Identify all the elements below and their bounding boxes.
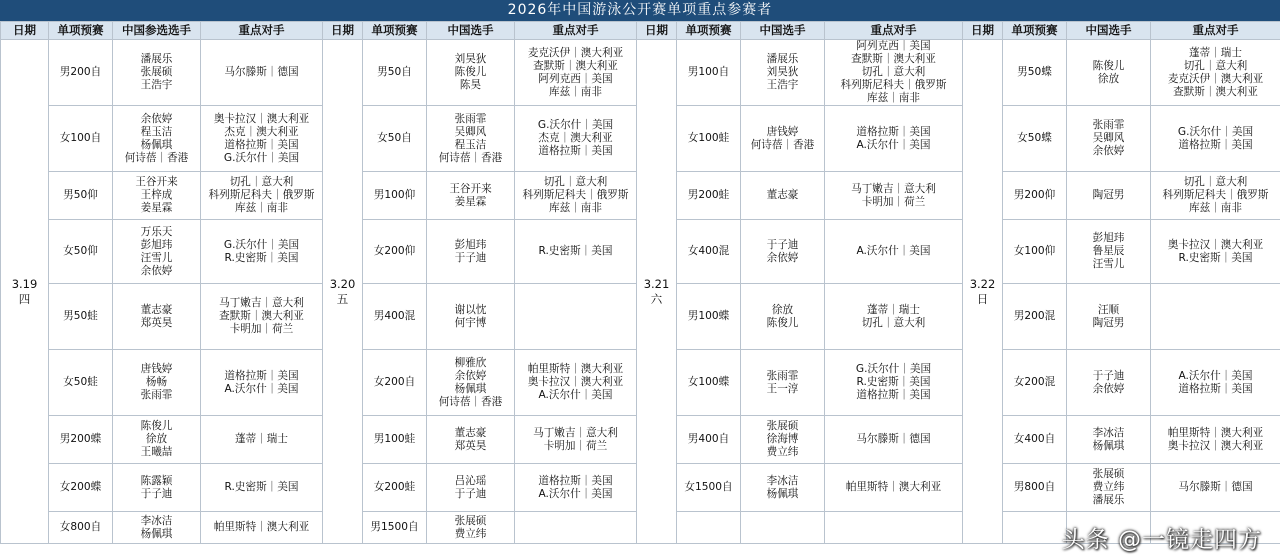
date-cell — [1, 40, 49, 544]
cell-line: R.史密斯｜美国 — [1178, 251, 1253, 264]
date-text: 3.21 — [643, 276, 670, 291]
date-text: 3.22 — [969, 276, 996, 291]
chinese-athletes-cell — [741, 172, 825, 220]
cell-line: 张雨霏 — [766, 369, 799, 382]
rivals-cell — [201, 220, 323, 284]
chinese-athletes-cell — [741, 512, 825, 544]
cell-line: 奥卡拉汉｜澳大利亚 — [527, 376, 624, 388]
event-cell: 女200蝶 — [49, 464, 113, 512]
rivals-cell — [515, 172, 637, 220]
chinese-athletes-cell — [113, 416, 201, 464]
cell-line: 马丁嫩吉｜意大利 — [219, 297, 304, 309]
cell-line: G.沃尔什｜美国 — [223, 151, 300, 164]
cell-line: 潘展乐 — [140, 53, 173, 65]
rivals-cell — [201, 512, 323, 544]
cell-line: 道格拉斯｜美国 — [224, 138, 299, 151]
cell-line: 汪雪儿 — [1092, 258, 1125, 270]
watermark: 头条 @一镜走四方 — [1061, 527, 1262, 553]
cell-line: 徐海博 — [766, 433, 799, 445]
weekday-text: 六 — [650, 291, 663, 306]
cell-line: 徐放 — [145, 433, 168, 445]
cell-line: 科列斯尼科夫｜俄罗斯 — [208, 189, 315, 201]
chinese-athletes-cell — [427, 220, 515, 284]
cell-line: 库兹｜南非 — [1189, 202, 1242, 214]
chinese-athletes-cell — [113, 172, 201, 220]
cell-line: 道格拉斯｜美国 — [538, 474, 613, 487]
cell-line: 彭旭玮 — [1092, 232, 1125, 244]
cell-line: 切孔｜意大利 — [1183, 59, 1248, 72]
cell-line: 马尔滕斯｜德国 — [224, 66, 299, 78]
cell-line: 卡明加｜荷兰 — [543, 439, 608, 452]
table-title: 2026年中国游泳公开赛单项重点参赛者 — [0, 0, 1280, 21]
event-cell: 女200蛙 — [363, 464, 427, 512]
cell-line: 麦克沃伊｜澳大利亚 — [1167, 72, 1264, 85]
event-cell: 男50蛙 — [49, 284, 113, 350]
cell-line: 何诗蓓｜香港 — [750, 138, 815, 151]
cell-line: 帕里斯特｜澳大利亚 — [1167, 426, 1264, 439]
cell-line: 马尔滕斯｜德国 — [856, 433, 931, 445]
cell-line: 陈昊 — [459, 79, 482, 91]
cell-line: A.沃尔什｜美国 — [856, 245, 931, 257]
rivals-cell — [201, 350, 323, 416]
cell-line: 张展硕 — [454, 514, 487, 527]
event-cell: 男200蝶 — [49, 416, 113, 464]
event-cell — [677, 512, 741, 544]
cell-line: 郑英昊 — [140, 316, 173, 329]
cell-line: 李冰洁 — [766, 474, 799, 487]
cell-line: 彭旭玮 — [140, 238, 173, 251]
cell-line: 王梓成 — [140, 189, 173, 201]
chinese-athletes-cell — [427, 512, 515, 544]
cell-line: 杨佩琪 — [766, 487, 799, 500]
cell-line: 卡明加｜荷兰 — [861, 195, 926, 208]
rivals-cell — [1151, 220, 1280, 284]
event-cell: 女100蝶 — [677, 350, 741, 416]
event-cell: 男200蛙 — [677, 172, 741, 220]
cell-line: 道格拉斯｜美国 — [538, 145, 613, 157]
cell-line: 科列斯尼科夫｜俄罗斯 — [1162, 189, 1269, 201]
chinese-athletes-cell — [113, 220, 201, 284]
rivals-cell — [1151, 416, 1280, 464]
rivals-cell — [825, 40, 963, 106]
cell-line: 查默斯｜澳大利亚 — [1173, 85, 1258, 98]
cell-line: 姜星霖 — [140, 202, 173, 214]
chinese-athletes-cell — [427, 464, 515, 512]
cell-line: 姜星霖 — [454, 195, 487, 208]
date-text: 3.20 — [329, 276, 356, 291]
cell-line: 唐钱婷 — [766, 125, 799, 138]
event-cell: 女50仰 — [49, 220, 113, 284]
event-cell: 男1500自 — [363, 512, 427, 544]
cell-line: 张展硕 — [140, 66, 173, 78]
column-header: 中国选手 — [427, 22, 515, 40]
cell-line: 陈俊儿 — [1092, 59, 1125, 72]
cell-line: 于子迪 — [140, 487, 173, 500]
cell-line: 马丁嫩吉｜意大利 — [851, 182, 936, 195]
cell-line: 刘昊狄 — [454, 53, 487, 65]
rivals-cell — [825, 464, 963, 512]
cell-line: 鲁星辰 — [1092, 245, 1125, 257]
cell-line: 科列斯尼科夫｜俄罗斯 — [840, 79, 947, 91]
rivals-cell — [201, 416, 323, 464]
chinese-athletes-cell — [741, 220, 825, 284]
cell-line: 陶冠男 — [1092, 316, 1125, 329]
cell-line: 道格拉斯｜美国 — [856, 125, 931, 138]
chinese-athletes-cell — [741, 284, 825, 350]
cell-line: 阿列克西｜美国 — [538, 72, 613, 85]
rivals-cell — [515, 416, 637, 464]
rivals-cell — [825, 512, 963, 544]
cell-line: R.史密斯｜美国 — [856, 376, 931, 388]
chinese-athletes-cell — [427, 172, 515, 220]
cell-line: R.史密斯｜美国 — [224, 481, 299, 493]
column-header: 日期 — [963, 22, 1003, 40]
cell-line: 费立纬 — [454, 527, 487, 540]
cell-line: 吴卿风 — [454, 125, 487, 138]
table-row — [1, 40, 1280, 106]
cell-line: 于子迪 — [454, 251, 487, 264]
event-cell: 女100自 — [49, 106, 113, 172]
cell-line: 于子迪 — [454, 487, 487, 500]
cell-line: 程玉洁 — [454, 138, 487, 151]
cell-line: 库兹｜南非 — [549, 202, 602, 214]
event-cell: 男100仰 — [363, 172, 427, 220]
cell-line: 科列斯尼科夫｜俄罗斯 — [522, 189, 629, 201]
column-header: 重点对手 — [515, 22, 637, 40]
rivals-cell — [825, 350, 963, 416]
event-cell: 女200混 — [1003, 350, 1067, 416]
chinese-athletes-cell — [113, 512, 201, 544]
event-cell: 女800自 — [49, 512, 113, 544]
chinese-athletes-cell — [741, 106, 825, 172]
cell-line: 王曦喆 — [140, 446, 173, 458]
cell-line: 余依婷 — [1092, 382, 1125, 395]
column-header: 重点对手 — [201, 22, 323, 40]
rivals-cell — [825, 106, 963, 172]
chinese-athletes-cell — [1067, 416, 1151, 464]
chinese-athletes-cell — [1067, 220, 1151, 284]
table-body — [1, 40, 1280, 544]
cell-line: 何宇博 — [454, 316, 487, 329]
cell-line: 查默斯｜澳大利亚 — [533, 59, 618, 72]
cell-line: 何诗蓓｜香港 — [438, 151, 503, 164]
event-cell: 女200自 — [363, 350, 427, 416]
column-header: 日期 — [323, 22, 363, 40]
rivals-cell — [825, 416, 963, 464]
cell-line: 奥卡拉汉｜澳大利亚 — [1167, 439, 1264, 452]
event-cell: 女50蝶 — [1003, 106, 1067, 172]
event-cell: 女50自 — [363, 106, 427, 172]
date-text: 3.19 — [11, 276, 38, 291]
cell-line: G.沃尔什｜美国 — [855, 363, 932, 375]
cell-line: 切孔｜意大利 — [543, 176, 608, 188]
cell-line: 董志豪 — [454, 426, 487, 439]
cell-line: 道格拉斯｜美国 — [1178, 138, 1253, 151]
event-cell: 男200自 — [49, 40, 113, 106]
chinese-athletes-cell — [1067, 106, 1151, 172]
cell-line: R.史密斯｜美国 — [538, 245, 613, 257]
cell-line: 杨佩琪 — [1092, 439, 1125, 452]
cell-line: 阿列克西｜美国 — [856, 40, 931, 52]
event-cell — [1003, 512, 1067, 544]
cell-line: 费立纬 — [1092, 481, 1125, 493]
event-cell: 男100自 — [677, 40, 741, 106]
event-cell: 男50自 — [363, 40, 427, 106]
cell-line: 帕里斯特｜澳大利亚 — [213, 521, 310, 533]
cell-line: 吴卿风 — [1092, 132, 1125, 144]
cell-line: 徐放 — [1097, 72, 1120, 85]
weekday-text: 五 — [336, 291, 349, 306]
cell-line: 刘昊狄 — [766, 66, 799, 78]
chinese-athletes-cell — [113, 40, 201, 106]
rivals-cell — [515, 284, 637, 350]
cell-line: 谢以忱 — [454, 303, 487, 316]
cell-line: 王浩宇 — [766, 79, 799, 91]
rivals-cell — [1151, 40, 1280, 106]
cell-line: A.沃尔什｜美国 — [856, 138, 931, 151]
event-cell: 男800自 — [1003, 464, 1067, 512]
cell-line: 陈俊儿 — [454, 66, 487, 78]
cell-line: 帕里斯特｜澳大利亚 — [527, 363, 624, 375]
cell-line: G.沃尔什｜美国 — [537, 119, 614, 131]
cell-line: 陈俊儿 — [766, 316, 799, 329]
rivals-cell — [201, 172, 323, 220]
chinese-athletes-cell — [427, 40, 515, 106]
rivals-cell — [515, 220, 637, 284]
cell-line: 陶冠男 — [1092, 189, 1125, 201]
chinese-athletes-cell — [427, 284, 515, 350]
rivals-cell — [201, 284, 323, 350]
date-cell — [637, 40, 677, 544]
cell-line: 余依婷 — [454, 369, 487, 382]
cell-line: 蓬蒂｜瑞士 — [1189, 46, 1242, 59]
chinese-athletes-cell — [113, 464, 201, 512]
chinese-athletes-cell — [741, 464, 825, 512]
cell-line: R.史密斯｜美国 — [224, 251, 299, 264]
rivals-cell — [825, 220, 963, 284]
cell-line: 蓬蒂｜瑞士 — [235, 433, 288, 445]
cell-line: 麦克沃伊｜澳大利亚 — [527, 46, 624, 59]
cell-line: 费立纬 — [766, 446, 799, 458]
cell-line: 万乐天 — [140, 225, 173, 238]
cell-line: 杨佩琪 — [140, 527, 173, 540]
event-cell: 男50蝶 — [1003, 40, 1067, 106]
column-header: 单项预赛 — [363, 22, 427, 40]
rivals-cell — [201, 464, 323, 512]
schedule-table — [0, 21, 1280, 544]
event-cell: 男400自 — [677, 416, 741, 464]
chinese-athletes-cell — [741, 350, 825, 416]
event-cell: 女100蛙 — [677, 106, 741, 172]
event-cell: 女50蛙 — [49, 350, 113, 416]
cell-line: 于子迪 — [766, 238, 799, 251]
rivals-cell — [515, 40, 637, 106]
cell-line: 余依婷 — [1092, 145, 1125, 157]
rivals-cell — [515, 512, 637, 544]
cell-line: 陈俊儿 — [140, 420, 173, 432]
cell-line: 李冰洁 — [1092, 426, 1125, 439]
chinese-athletes-cell — [427, 106, 515, 172]
column-header: 日期 — [637, 22, 677, 40]
chinese-athletes-cell — [1067, 40, 1151, 106]
cell-line: 汪雪儿 — [140, 251, 173, 264]
chinese-athletes-cell — [427, 350, 515, 416]
cell-line: 王谷开来 — [135, 176, 178, 188]
event-cell: 男200仰 — [1003, 172, 1067, 220]
cell-line: A.沃尔什｜美国 — [1178, 369, 1253, 382]
cell-line: 奥卡拉汉｜澳大利亚 — [213, 112, 310, 125]
cell-line: 杨佩琪 — [454, 382, 487, 395]
cell-line: 李冰洁 — [140, 514, 173, 527]
cell-line: 程玉洁 — [140, 125, 173, 138]
cell-line: 库兹｜南非 — [549, 85, 602, 98]
cell-line: 卡明加｜荷兰 — [229, 323, 294, 335]
cell-line: 马丁嫩吉｜意大利 — [533, 426, 618, 439]
cell-line: 张雨霏 — [454, 112, 487, 125]
rivals-cell — [825, 172, 963, 220]
cell-line: 奥卡拉汉｜澳大利亚 — [1167, 238, 1264, 251]
event-cell: 女200仰 — [363, 220, 427, 284]
cell-line: 张雨霏 — [1092, 119, 1125, 131]
weekday-text: 四 — [18, 291, 31, 306]
column-header: 中国选手 — [1067, 22, 1151, 40]
cell-line: A.沃尔什｜美国 — [224, 382, 299, 395]
cell-line: 陈露颖 — [140, 474, 173, 487]
rivals-cell — [1151, 172, 1280, 220]
cell-line: 切孔｜意大利 — [229, 176, 294, 188]
cell-line: 杨佩琪 — [140, 138, 173, 151]
cell-line: 潘展乐 — [1092, 494, 1125, 506]
event-cell: 男200混 — [1003, 284, 1067, 350]
column-header: 单项预赛 — [49, 22, 113, 40]
date-cell — [963, 40, 1003, 544]
cell-line: 查默斯｜澳大利亚 — [219, 310, 304, 322]
rivals-cell — [515, 350, 637, 416]
event-cell: 男100蛙 — [363, 416, 427, 464]
cell-line: 董志豪 — [766, 189, 799, 201]
rivals-cell — [201, 40, 323, 106]
cell-line: 徐放 — [771, 303, 794, 316]
cell-line: 余依婷 — [140, 264, 173, 277]
chinese-athletes-cell — [113, 284, 201, 350]
cell-line: 王谷开来 — [449, 182, 492, 195]
chinese-athletes-cell — [427, 416, 515, 464]
weekday-text: 日 — [976, 291, 989, 306]
column-header: 中国选手 — [741, 22, 825, 40]
cell-line: 汪顺 — [1097, 303, 1120, 316]
rivals-cell — [515, 464, 637, 512]
cell-line: 郑英昊 — [454, 439, 487, 452]
header-row — [1, 22, 1280, 40]
cell-line: 王浩宇 — [140, 79, 173, 91]
cell-line: 杨畅 — [145, 376, 168, 388]
chinese-athletes-cell — [113, 106, 201, 172]
cell-line: 马尔滕斯｜德国 — [1178, 481, 1253, 493]
event-cell: 女1500自 — [677, 464, 741, 512]
chinese-athletes-cell — [1067, 284, 1151, 350]
cell-line: 董志豪 — [140, 303, 173, 316]
cell-line: A.沃尔什｜美国 — [538, 389, 613, 401]
cell-line: 帕里斯特｜澳大利亚 — [845, 481, 942, 493]
cell-line: 余依婷 — [140, 112, 173, 125]
column-header: 日期 — [1, 22, 49, 40]
cell-line: 道格拉斯｜美国 — [856, 389, 931, 401]
cell-line: 何诗蓓｜香港 — [124, 151, 189, 164]
event-cell: 男400混 — [363, 284, 427, 350]
cell-line: 于子迪 — [1092, 369, 1125, 382]
column-header: 单项预赛 — [677, 22, 741, 40]
cell-line: 道格拉斯｜美国 — [1178, 382, 1253, 395]
rivals-cell — [1151, 464, 1280, 512]
cell-line: 何诗蓓｜香港 — [438, 395, 503, 408]
cell-line: 切孔｜意大利 — [861, 66, 926, 78]
cell-line: 张雨霏 — [140, 389, 173, 401]
cell-line: 潘展乐 — [766, 53, 799, 65]
rivals-cell — [1151, 106, 1280, 172]
cell-line: 切孔｜意大利 — [1183, 176, 1248, 188]
event-cell: 男50仰 — [49, 172, 113, 220]
event-cell: 女100仰 — [1003, 220, 1067, 284]
chinese-athletes-cell — [741, 40, 825, 106]
column-header: 重点对手 — [1151, 22, 1280, 40]
column-header: 单项预赛 — [1003, 22, 1067, 40]
event-cell: 女400混 — [677, 220, 741, 284]
column-header: 中国参选选手 — [113, 22, 201, 40]
cell-line: 查默斯｜澳大利亚 — [851, 53, 936, 65]
event-cell: 女400自 — [1003, 416, 1067, 464]
date-cell — [323, 40, 363, 544]
cell-line: 杰克｜澳大利亚 — [538, 132, 613, 144]
cell-line: 张展硕 — [1092, 468, 1125, 480]
chinese-athletes-cell — [1067, 464, 1151, 512]
rivals-cell — [1151, 350, 1280, 416]
rivals-cell — [515, 106, 637, 172]
cell-line: 唐钱婷 — [140, 363, 173, 375]
event-cell: 男100蝶 — [677, 284, 741, 350]
rivals-cell — [1151, 284, 1280, 350]
cell-line: 蓬蒂｜瑞士 — [867, 303, 920, 316]
cell-line: 余依婷 — [766, 251, 799, 264]
cell-line: 库兹｜南非 — [235, 202, 288, 214]
chinese-athletes-cell — [113, 350, 201, 416]
cell-line: 杰克｜澳大利亚 — [224, 125, 299, 138]
chinese-athletes-cell — [1067, 350, 1151, 416]
cell-line: 库兹｜南非 — [867, 92, 920, 104]
cell-line: 切孔｜意大利 — [861, 316, 926, 329]
cell-line: 道格拉斯｜美国 — [224, 369, 299, 382]
cell-line: 王一淳 — [766, 382, 799, 395]
cell-line: G.沃尔什｜美国 — [1177, 125, 1254, 138]
cell-line: 吕沁瑶 — [454, 474, 487, 487]
rivals-cell — [825, 284, 963, 350]
chinese-athletes-cell — [1067, 172, 1151, 220]
cell-line: G.沃尔什｜美国 — [223, 238, 300, 251]
cell-line: A.沃尔什｜美国 — [538, 487, 613, 500]
cell-line: 彭旭玮 — [454, 238, 487, 251]
chinese-athletes-cell — [741, 416, 825, 464]
cell-line: 柳雅欣 — [454, 356, 487, 369]
column-header: 重点对手 — [825, 22, 963, 40]
rivals-cell — [201, 106, 323, 172]
cell-line: 张展硕 — [766, 420, 799, 432]
